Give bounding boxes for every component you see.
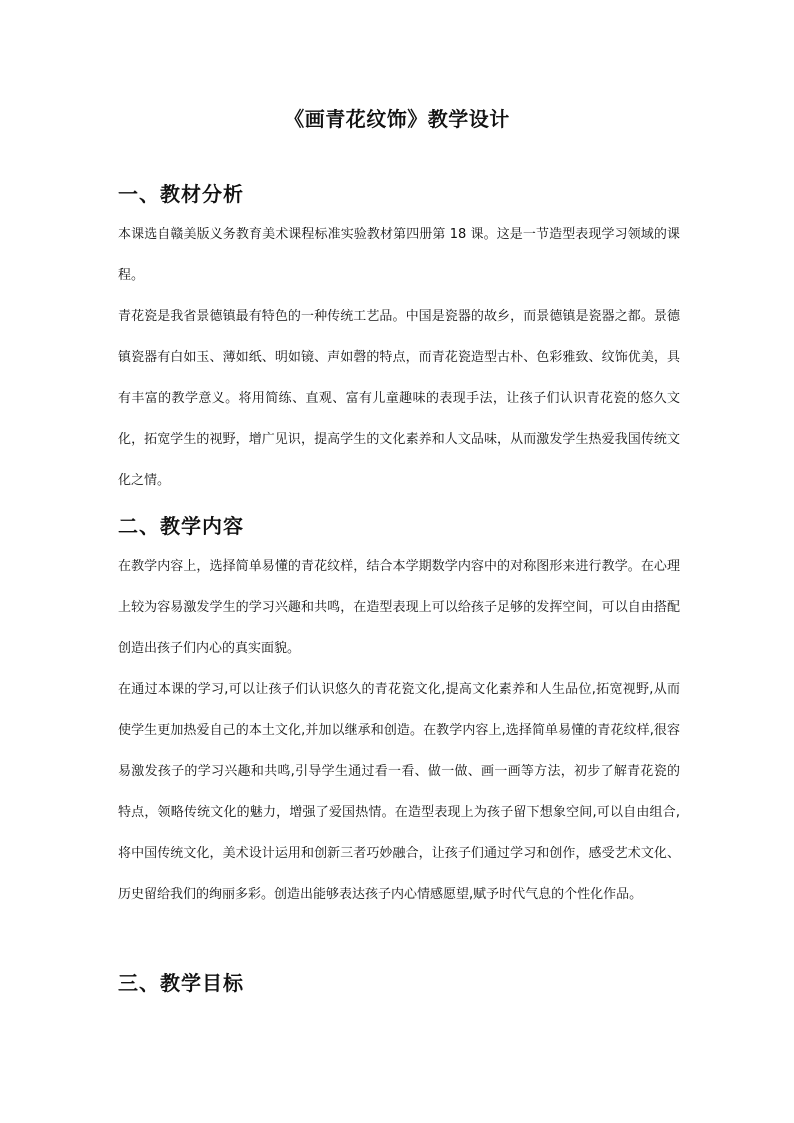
paragraph-content-selection: 在教学内容上，选择简单易懂的青花纹样，结合本学期数学内容中的对称图形来进行教学。在心理上较为容易激发学生的学习兴趣和共鸣，在造型表现上可以给孩子足够的发挥空间，可以自由搭配创造出孩子们内心的真实面貌。	[118, 559, 680, 656]
paragraph-learning-outcomes: 在通过本课的学习,可以让孩子们认识悠久的青花瓷文化,提高文化素养和人生品位,拓宽视野,从而使学生更加热爱自己的本土文化,并加以继承和创造。在教学内容上,选择简单易懂的青花纹样,很容易激发孩子的学习兴趣和共鸣,引导学生通过看一看、做一做、画一画等方法，初步了解青花瓷的特点，领略传统文化的魅力，增强了爱国热情。在造型表现上为孩子留下想象空间,可以自由组合,将中国传统文化，美术设计运用和创新三者巧妙融合，让孩子们通过学习和创作，感受艺术文化、历史留给我们的绚丽多彩。创造出能够表达孩子内心情感愿望,赋予时代气息的个性化作品。	[118, 682, 680, 902]
section-heading-materials-analysis: 一、教材分析	[118, 182, 244, 206]
paragraph-blue-white-porcelain: 青花瓷是我省景德镇最有特色的一种传统工艺品。中国是瓷器的故乡，而景德镇是瓷器之都。景德镇瓷器有白如玉、薄如纸、明如镜、声如磬的特点，而青花瓷造型古朴、色彩雅致、纹饰优美，具有丰富的教学意义。将用简练、直观、富有儿童趣味的表现手法，让孩子们认识青花瓷的悠久文化，拓宽学生的视野，增广见识，提高学生的文化素养和人文品味，从而激发学生热爱我国传统文化之情。	[118, 309, 680, 488]
paragraph-materials-intro: 本课选自赣美版义务教育美术课程标准实验教材第四册第 18 课。这是一节造型表现学习领域的课程。	[118, 227, 680, 283]
document-title: 《画青花纹饰》教学设计	[284, 107, 510, 131]
section-heading-teaching-objectives: 三、教学目标	[118, 971, 244, 995]
section-heading-teaching-content: 二、教学内容	[118, 514, 244, 538]
